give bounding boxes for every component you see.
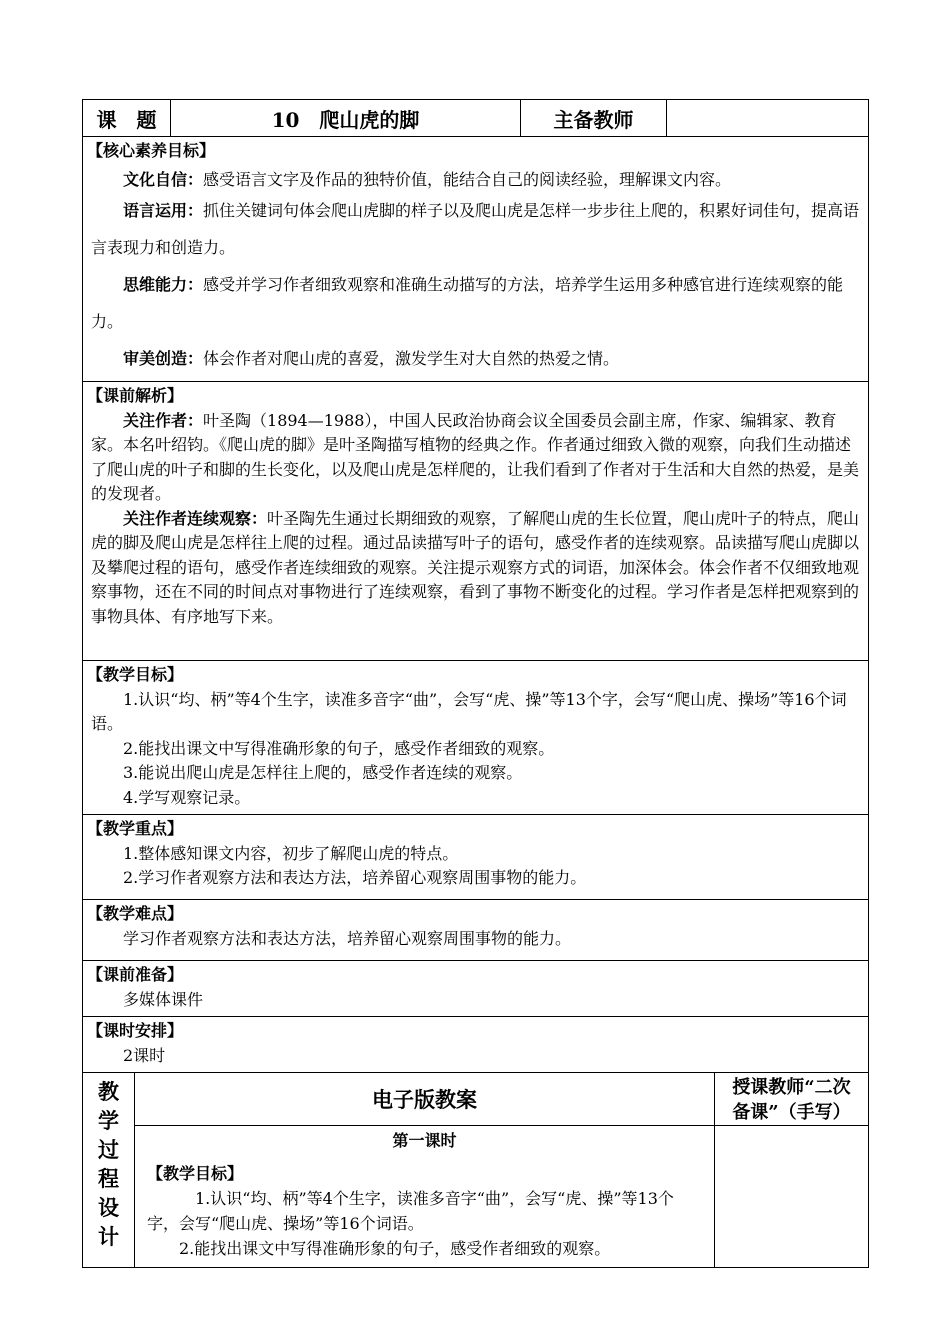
teaching-goal-item: 4.学写观察记录。 bbox=[123, 787, 251, 807]
core-goal-item: 语言运用：抓住关键词句体会爬山虎脚的样子以及爬山虎是怎样一步步往上爬的，积累好词佳句，提高语言表现力和创造力。 bbox=[91, 201, 860, 257]
teaching-goals-title: 【教学目标】 bbox=[87, 665, 184, 684]
lesson-goal-item: 1.认识“均、柄”等4个生字，读准多音字“曲”，会写“虎、操”等13个字，会写“爬山虎、操场”等16个词语。 bbox=[147, 1189, 674, 1233]
schedule-text: 2课时 bbox=[123, 1045, 166, 1065]
topic-label: 课 题 bbox=[83, 100, 171, 137]
difficulties-text: 学习作者观察方法和表达方法，培养留心观察周围事物的能力。 bbox=[123, 928, 572, 948]
preparation-title: 【课前准备】 bbox=[87, 965, 184, 984]
core-goals-title: 【核心素养目标】 bbox=[87, 141, 216, 160]
pre-analysis-item: 关注作者连续观察：叶圣陶先生通过长期细致的观察，了解爬山虎的生长位置，爬山虎叶子的特点，爬山虎的脚及爬山虎是怎样往上爬的过程。通过品读描写叶子的语句，感受作者的连续观察。品读描写爬山虎脚以及攀爬过程的语句，感受作者连续细致的观察。关注提示观察方式的词语，加深体会。体会作者不仅细致地观察事物，还在不同的时间点对事物进行了连续观察，看到了事物不断变化的过程。学习作者是怎样把观察到的事物具体、有序地写下来。 bbox=[91, 508, 860, 626]
pre-analysis-title: 【课前解析】 bbox=[87, 386, 184, 405]
header-row bbox=[83, 100, 869, 137]
difficulties-section bbox=[83, 900, 869, 961]
pre-analysis-item: 关注作者：叶圣陶（1894—1988），中国人民政治协商会议全国委员会副主席，作家、编辑家、教育家。本名叶绍钧。《爬山虎的脚》是叶圣陶描写植物的经典之作。作者通过细致入微的观察，向我们生动描述了爬山虎的叶子和脚的生长变化，以及爬山虎是怎样爬的，让我们看到了作者对于生活和大自然的热爱，是美的发现者。 bbox=[91, 410, 860, 503]
teacher-value bbox=[667, 100, 869, 137]
key-point-item: 2.学习作者观察方法和表达方法，培养留心观察周围事物的能力。 bbox=[123, 868, 587, 887]
process-side-label: 教 学 过 程 设 计 bbox=[83, 1073, 135, 1268]
lesson-title: 10 爬山虎的脚 bbox=[171, 100, 521, 137]
lesson-plan-sheet bbox=[82, 99, 868, 1268]
pre-analysis-section bbox=[83, 382, 869, 661]
key-points-title: 【教学重点】 bbox=[87, 819, 184, 838]
handwritten-notes-cell bbox=[715, 1126, 869, 1268]
electronic-plan-header: 电子版教案 bbox=[135, 1073, 715, 1126]
core-goal-item: 审美创造：体会作者对爬山虎的喜爱，激发学生对大自然的热爱之情。 bbox=[123, 349, 620, 368]
teaching-goal-item: 2.能找出课文中写得准确形象的句子，感受作者细致的观察。 bbox=[123, 738, 555, 758]
core-goal-item: 思维能力：感受并学习作者细致观察和准确生动描写的方法，培养学生运用多种感官进行连续观察的能力。 bbox=[91, 275, 844, 331]
lesson-heading: 第一课时 bbox=[392, 1131, 457, 1150]
key-points-section bbox=[83, 815, 869, 900]
key-point-item: 1.整体感知课文内容，初步了解爬山虎的特点。 bbox=[123, 843, 459, 863]
core-goals-section bbox=[83, 137, 869, 382]
teaching-goal-item: 1.认识“均、柄”等4个生字，读准多音字“曲”，会写“虎、操”等13个字，会写“爬山虎、操场”等16个词语。 bbox=[91, 689, 847, 733]
teaching-goal-item: 3.能说出爬山虎是怎样往上爬的，感受作者连续的观察。 bbox=[123, 763, 523, 782]
teacher-label: 主备教师 bbox=[521, 100, 667, 137]
lesson-goal-item: 2.能找出课文中写得准确形象的句子，感受作者细致的观察。 bbox=[179, 1239, 611, 1258]
schedule-title: 【课时安排】 bbox=[87, 1021, 184, 1040]
handwritten-revision-header: 授课教师“二次 备课”（手写） bbox=[715, 1073, 869, 1126]
first-lesson-cell bbox=[135, 1126, 715, 1268]
lesson-info-table bbox=[82, 99, 869, 1073]
preparation-section bbox=[83, 961, 869, 1017]
difficulties-title: 【教学难点】 bbox=[87, 904, 184, 923]
lesson-goals-title: 【教学目标】 bbox=[147, 1164, 244, 1183]
teaching-process-table bbox=[82, 1072, 869, 1268]
core-goal-item: 文化自信：感受语言文字及作品的独特价值，能结合自己的阅读经验，理解课文内容。 bbox=[123, 169, 732, 189]
schedule-section bbox=[83, 1017, 869, 1073]
teaching-goals-section bbox=[83, 661, 869, 815]
preparation-text: 多媒体课件 bbox=[123, 989, 204, 1009]
